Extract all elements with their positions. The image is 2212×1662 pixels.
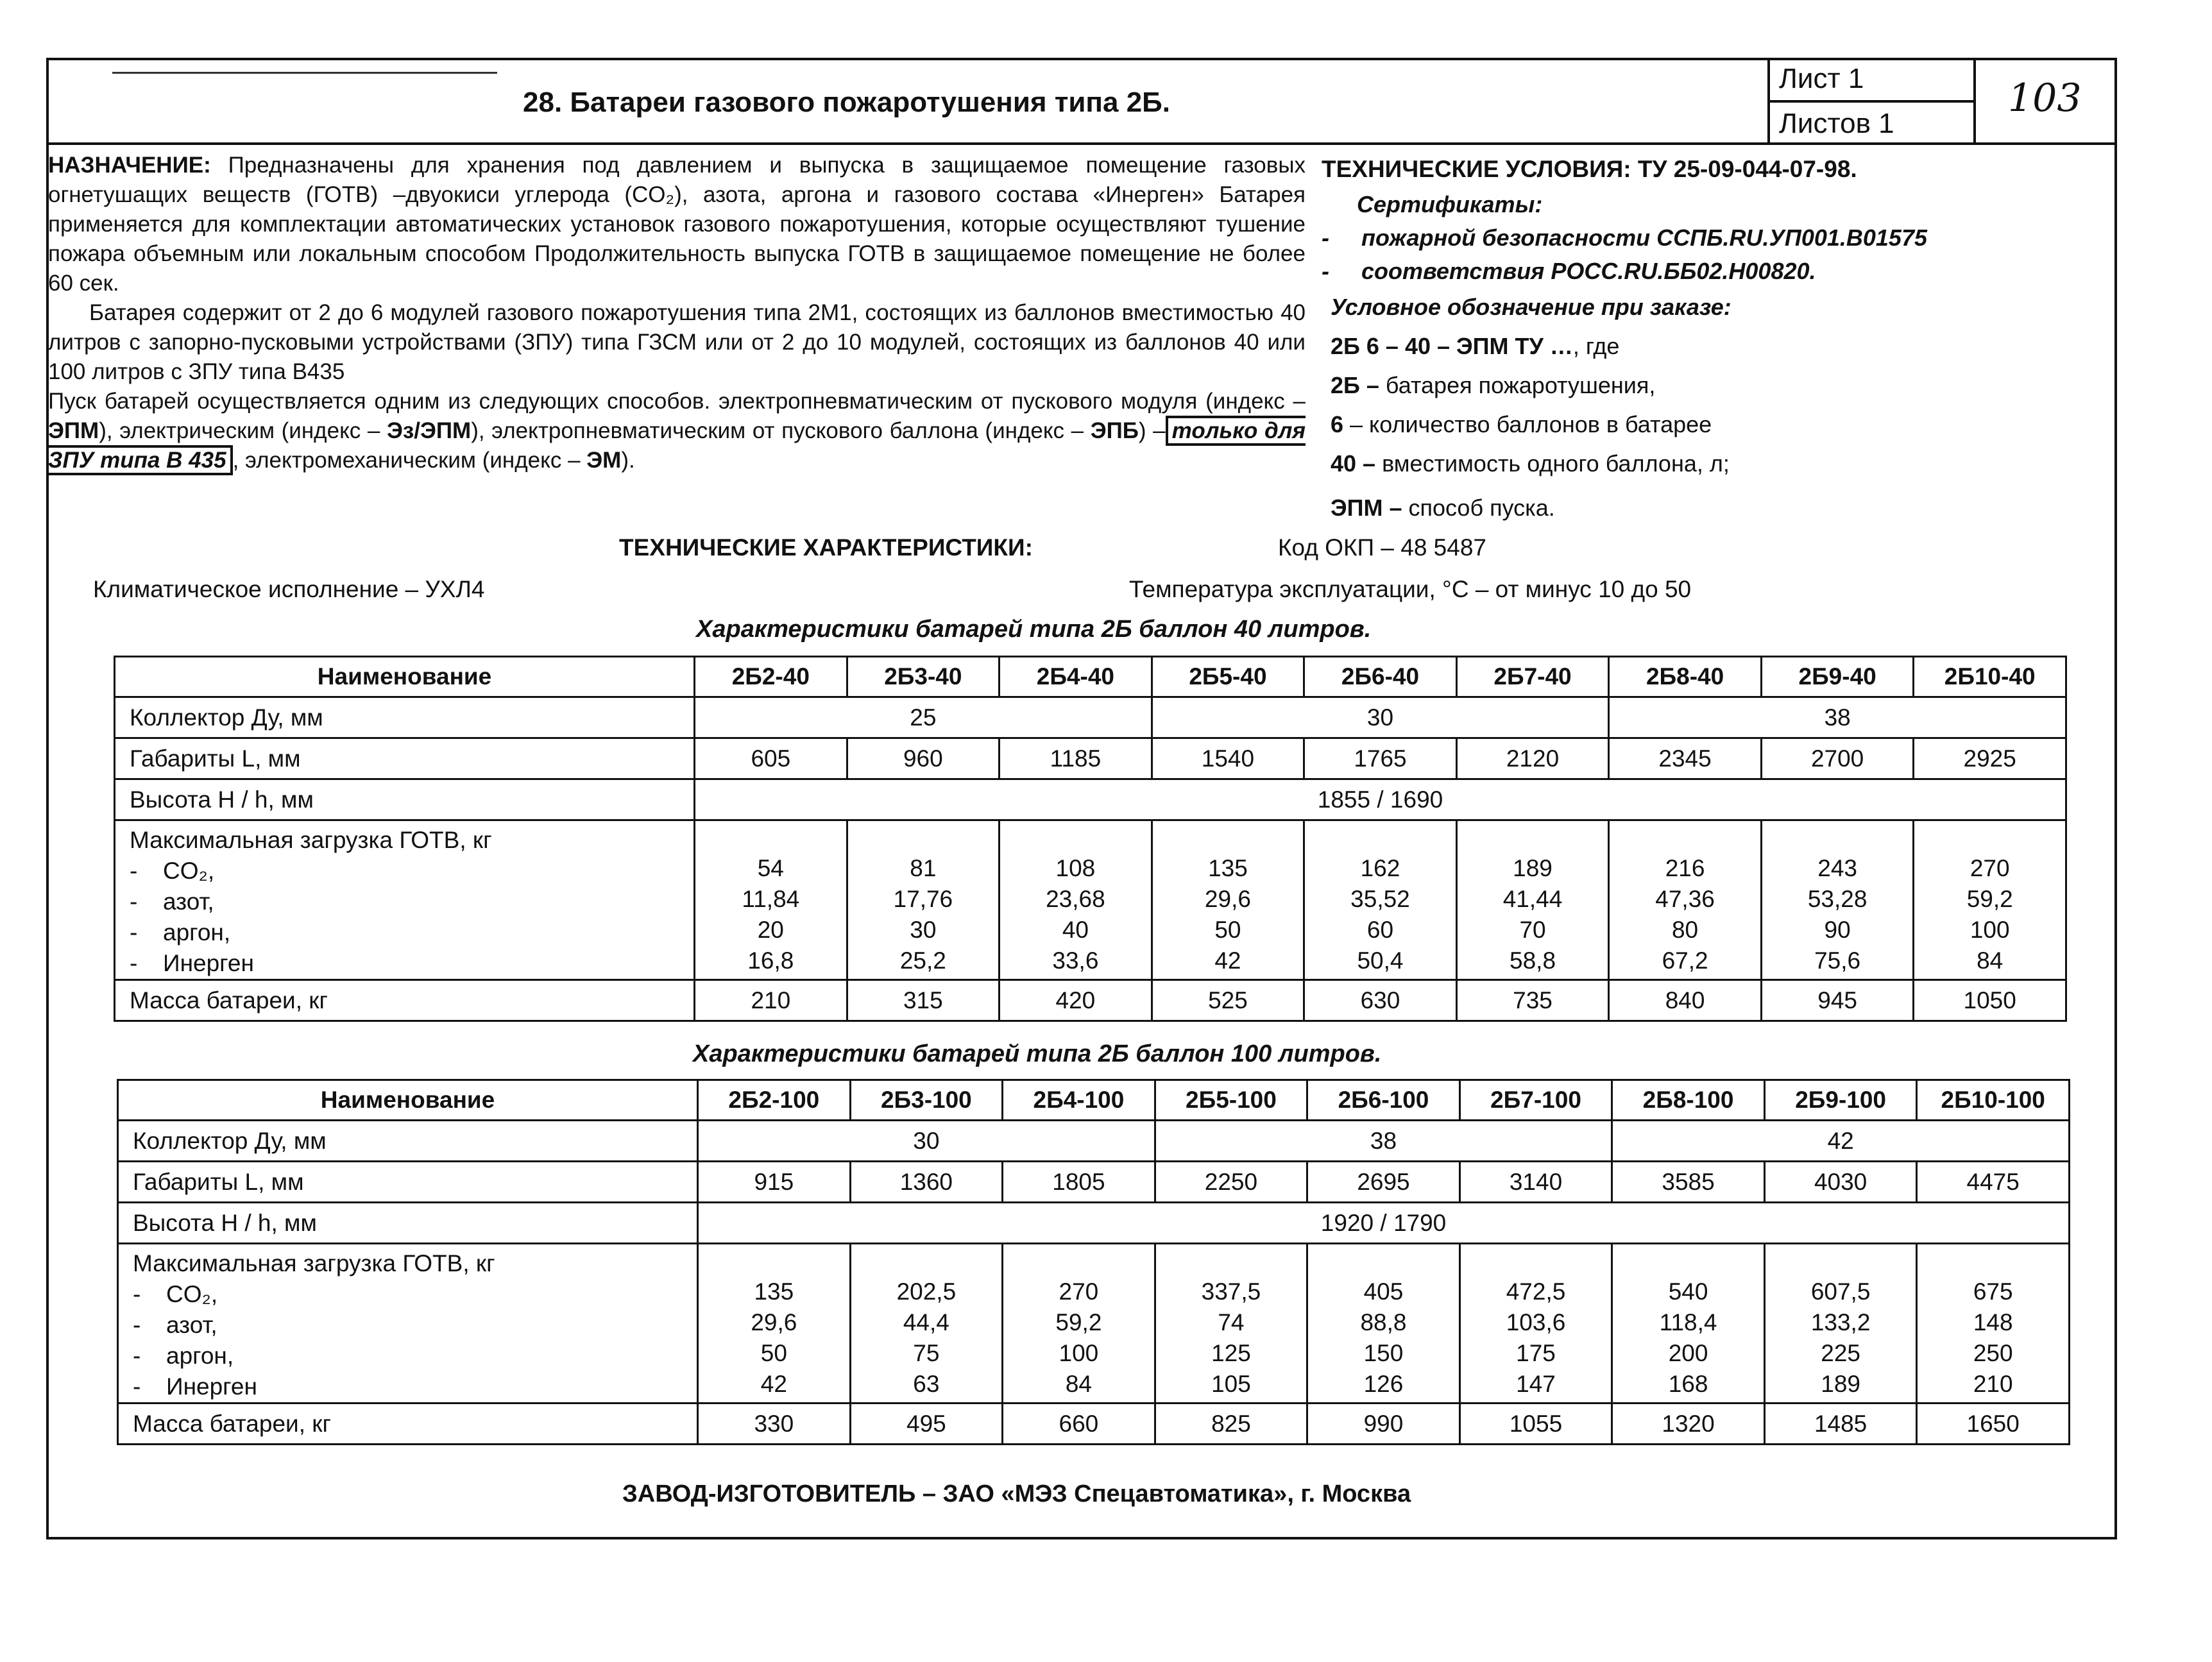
- load-item: - аргон,: [133, 1343, 234, 1369]
- collector-value: 30: [698, 1121, 1155, 1162]
- height-label: Высота Н / h, мм: [115, 779, 695, 820]
- load-values: [1761, 820, 1914, 980]
- load-value: 135: [1208, 855, 1248, 881]
- mass-value: 330: [698, 1403, 851, 1445]
- load-value: 25,2: [899, 947, 946, 974]
- load-value: 133,2: [1810, 1309, 1871, 1336]
- load-value: 80: [1671, 917, 1699, 943]
- tech-conditions-section: [1322, 151, 2123, 527]
- mass-value: 1485: [1764, 1403, 1917, 1445]
- certificates-label: Сертификаты:: [1357, 191, 1543, 217]
- load-value: 250: [1973, 1340, 2013, 1366]
- load-values: [847, 820, 1000, 980]
- load-value: 135: [754, 1278, 794, 1305]
- load-value: 81: [910, 855, 937, 881]
- load-value: 59,2: [1055, 1309, 1102, 1336]
- load-value: 108: [1055, 855, 1096, 881]
- load-values: [1000, 820, 1152, 980]
- table100-caption: Характеристики батарей типа 2Б баллон 100 литров.: [693, 1040, 1382, 1067]
- model-header: 2Б3-100: [850, 1080, 1003, 1121]
- index-em: ЭМ: [586, 448, 622, 473]
- gabarit-value: 960: [847, 738, 1000, 779]
- load-cell: [118, 1244, 698, 1403]
- load-value: 540: [1668, 1278, 1708, 1305]
- load-item-text: CO₂,: [163, 858, 215, 884]
- order-code-tail: , где: [1572, 333, 1620, 359]
- load-value: 11,84: [742, 886, 800, 912]
- load-value: 16,8: [747, 947, 794, 974]
- purpose-text-3d: ) –: [1138, 418, 1166, 443]
- sheet-label: Лист 1: [1779, 63, 1864, 94]
- mass-value: 945: [1761, 980, 1914, 1021]
- legend-3-key: 40 –: [1331, 450, 1376, 477]
- load-value: 59,2: [1966, 886, 2013, 912]
- load-values: [1459, 1244, 1612, 1403]
- load-value: 270: [1059, 1278, 1099, 1305]
- load-item-text: аргон,: [166, 1343, 234, 1369]
- load-value: 405: [1363, 1278, 1404, 1305]
- load-values: [1612, 1244, 1765, 1403]
- gabarit-value: 605: [695, 738, 847, 779]
- load-values: [850, 1244, 1003, 1403]
- legend-4-key: ЭПМ –: [1331, 495, 1402, 521]
- gabarit-value: 1805: [1003, 1162, 1155, 1203]
- load-values: [1003, 1244, 1155, 1403]
- order-code-line: [1322, 326, 2123, 366]
- load-value: 42: [1214, 947, 1241, 974]
- index-epm: ЭПМ: [48, 418, 99, 443]
- model-header: 2Б4-40: [1000, 657, 1152, 697]
- load-values: [1456, 820, 1609, 980]
- load-item: - Инерген: [130, 950, 254, 976]
- load-value: 84: [1065, 1371, 1092, 1397]
- model-header: 2Б10-100: [1917, 1080, 2070, 1121]
- index-epb: ЭПБ: [1090, 418, 1139, 443]
- collector-value: 38: [1609, 697, 2066, 738]
- manufacturer-footer: ЗАВОД-ИЗГОТОВИТЕЛЬ – ЗАО «МЭЗ Спецавтоматика», г. Москва: [622, 1480, 1411, 1507]
- load-values: [695, 820, 847, 980]
- model-header: 2Б6-40: [1304, 657, 1457, 697]
- load-value: 53,28: [1807, 886, 1867, 912]
- mass-value: 420: [1000, 980, 1152, 1021]
- mass-value: 210: [695, 980, 847, 1021]
- load-cell: [115, 820, 695, 980]
- load-value: 44,4: [903, 1309, 949, 1336]
- load-value: 168: [1668, 1371, 1708, 1397]
- model-header: 2Б6-100: [1307, 1080, 1460, 1121]
- mass-value: 1050: [1914, 980, 2066, 1021]
- gabarit-value: 915: [698, 1162, 851, 1203]
- purpose-section: [48, 151, 1306, 475]
- load-value: 33,6: [1052, 947, 1099, 974]
- model-header: 2Б3-40: [847, 657, 1000, 697]
- load-value: 47,36: [1655, 886, 1715, 912]
- legend-2: [1322, 405, 2123, 444]
- load-value: 60: [1366, 917, 1394, 943]
- load-value: 20: [757, 917, 784, 943]
- sheet-divider: [1767, 100, 1976, 103]
- purpose-lead: НАЗНАЧЕНИЕ:: [48, 153, 211, 178]
- load-value: 29,6: [751, 1309, 797, 1336]
- load-value: 100: [1970, 917, 2010, 943]
- gabarit-value: 2925: [1914, 738, 2066, 779]
- load-value: 100: [1059, 1340, 1099, 1366]
- legend-3: [1322, 444, 2123, 483]
- load-value: 40: [1062, 917, 1089, 943]
- boxed-note: только для ЗПУ типа В 435: [48, 416, 1306, 475]
- purpose-text-3f: ).: [621, 448, 635, 473]
- collector-value: 25: [695, 697, 1152, 738]
- model-header: 2Б7-40: [1456, 657, 1609, 697]
- load-values: [1307, 1244, 1460, 1403]
- height-value: 1855 / 1690: [695, 779, 2066, 820]
- purpose-text-3e: , электромеханическим (индекс –: [232, 448, 587, 473]
- legend-1-value: батарея пожаротушения,: [1379, 372, 1656, 398]
- legend-2-value: – количество баллонов в батарее: [1343, 411, 1712, 437]
- load-value: 54: [757, 855, 784, 881]
- load-value: 35,52: [1350, 886, 1410, 912]
- load-value: 118,4: [1659, 1309, 1717, 1336]
- collector-label: Коллектор Ду, мм: [118, 1121, 698, 1162]
- load-value: 202,5: [896, 1278, 957, 1305]
- load-label: Максимальная загрузка ГОТВ, кг: [130, 827, 492, 853]
- load-value: 175: [1516, 1340, 1556, 1366]
- mass-label: Масса батареи, кг: [118, 1403, 698, 1445]
- load-value: 607,5: [1810, 1278, 1871, 1305]
- load-item-text: аргон,: [163, 919, 231, 945]
- mass-value: 315: [847, 980, 1000, 1021]
- certificate-2-text: соответствия РОСС.RU.ББ02.Н00820.: [1361, 258, 1816, 284]
- load-item: - азот,: [130, 888, 214, 915]
- mass-value: 1055: [1459, 1403, 1612, 1445]
- load-values: [1155, 1244, 1307, 1403]
- load-value: 70: [1519, 917, 1546, 943]
- gabarit-value: 1185: [1000, 738, 1152, 779]
- certificate-1-text: пожарной безопасности ССПБ.RU.УП001.В01575: [1361, 225, 1927, 251]
- table40: [114, 656, 2067, 1022]
- model-header: 2Б10-40: [1914, 657, 2066, 697]
- purpose-paragraph-1: [48, 151, 1306, 298]
- load-values: [1304, 820, 1457, 980]
- mass-value: 525: [1152, 980, 1304, 1021]
- purpose-text-3c: ), электропневматическим от пускового баллона (индекс –: [471, 418, 1091, 443]
- height-label: Высота Н / h, мм: [118, 1203, 698, 1244]
- tech-conditions-label: ТЕХНИЧЕСКИЕ УСЛОВИЯ: ТУ 25-09-044-07-98.: [1322, 156, 1857, 182]
- collector-value: 42: [1612, 1121, 2070, 1162]
- model-header: 2Б4-100: [1003, 1080, 1155, 1121]
- gabarit-value: 1540: [1152, 738, 1304, 779]
- purpose-text-3b: ), электрическим (индекс –: [99, 418, 387, 443]
- model-header: 2Б2-100: [698, 1080, 851, 1121]
- collector-value: 38: [1155, 1121, 1612, 1162]
- load-value: 200: [1668, 1340, 1708, 1366]
- gabarit-value: 2695: [1307, 1162, 1460, 1203]
- load-value: 17,76: [893, 886, 953, 912]
- load-value: 125: [1211, 1340, 1251, 1366]
- gabarit-label: Габариты L, мм: [115, 738, 695, 779]
- model-header: 2Б8-100: [1612, 1080, 1765, 1121]
- load-value: 23,68: [1046, 886, 1105, 912]
- gabarit-value: 3140: [1459, 1162, 1612, 1203]
- load-value: 41,44: [1502, 886, 1563, 912]
- load-value: 337,5: [1201, 1278, 1261, 1305]
- model-header: 2Б5-40: [1152, 657, 1304, 697]
- load-value: 29,6: [1204, 886, 1251, 912]
- load-item-text: Инерген: [166, 1373, 257, 1400]
- load-value: 88,8: [1360, 1309, 1407, 1336]
- name-header: Наименование: [118, 1080, 698, 1121]
- model-header: 2Б2-40: [695, 657, 847, 697]
- load-value: 58,8: [1510, 947, 1556, 974]
- load-values: [1914, 820, 2066, 980]
- load-value: 189: [1513, 855, 1553, 881]
- load-value: 147: [1516, 1371, 1556, 1397]
- load-value: 74: [1218, 1309, 1245, 1336]
- table40-caption: Характеристики батарей типа 2Б баллон 40 литров.: [696, 616, 1372, 643]
- load-values: [698, 1244, 851, 1403]
- load-value: 216: [1665, 855, 1705, 881]
- load-value: 189: [1821, 1371, 1860, 1397]
- specs-heading: ТЕХНИЧЕСКИЕ ХАРАКТЕРИСТИКИ:: [619, 534, 1033, 561]
- purpose-text-1: Предназначены для хранения под давлением и выпуска в защищаемое помещение газовых огнетушащих веществ (ГОТВ) –двуокиси углерода (CO₂), азота, аргона и газового состава «Инерген» Батарея применяется для комплектации автоматических установок газового пожаротушения, которые осуществляют тушение пожара объемным или локальным способом Продолжительность выпуска ГОТВ в защищаемое помещение не более 60 сек.: [48, 153, 1306, 296]
- load-value: 105: [1211, 1371, 1251, 1397]
- model-header: 2Б8-40: [1609, 657, 1762, 697]
- load-value: 50: [760, 1340, 787, 1366]
- legend-1-key: 2Б –: [1331, 372, 1379, 398]
- mass-value: 1650: [1917, 1403, 2070, 1445]
- load-values: [1764, 1244, 1917, 1403]
- collector-label: Коллектор Ду, мм: [115, 697, 695, 738]
- name-header: Наименование: [115, 657, 695, 697]
- load-value: 90: [1824, 917, 1851, 943]
- gabarit-value: 2345: [1609, 738, 1762, 779]
- mass-value: 825: [1155, 1403, 1307, 1445]
- load-value: 50: [1214, 917, 1241, 943]
- load-label: Максимальная загрузка ГОТВ, кг: [133, 1250, 495, 1276]
- index-ez: Эз/ЭПМ: [386, 418, 472, 443]
- mass-value: 660: [1003, 1403, 1155, 1445]
- load-item: - азот,: [133, 1312, 217, 1338]
- load-value: 225: [1821, 1340, 1860, 1366]
- load-value: 84: [1977, 947, 2004, 974]
- gabarit-value: 4475: [1917, 1162, 2070, 1203]
- gabarit-value: 1765: [1304, 738, 1457, 779]
- operating-temperature: Температура эксплуатации, °С – от минус 10 до 50: [1129, 576, 1692, 602]
- mass-label: Масса батареи, кг: [115, 980, 695, 1021]
- legend-4: [1322, 483, 2123, 527]
- load-values: [1609, 820, 1762, 980]
- mass-value: 840: [1609, 980, 1762, 1021]
- collector-value: 30: [1152, 697, 1609, 738]
- order-code: 2Б 6 – 40 – ЭПМ ТУ …: [1331, 333, 1573, 359]
- load-item: - Инерген: [133, 1373, 257, 1400]
- mass-value: 1320: [1612, 1403, 1765, 1445]
- load-value: 148: [1973, 1309, 2013, 1336]
- climate-version: Климатическое исполнение – УХЛ4: [93, 576, 485, 602]
- load-value: 63: [913, 1371, 940, 1397]
- height-value: 1920 / 1790: [698, 1203, 2070, 1244]
- mass-value: 630: [1304, 980, 1457, 1021]
- load-values: [1152, 820, 1304, 980]
- order-label: Условное обозначение при заказе:: [1331, 294, 1731, 320]
- load-value: 75: [913, 1340, 940, 1366]
- gabarit-value: 1360: [850, 1162, 1003, 1203]
- table100: [117, 1079, 2070, 1445]
- legend-4-value: способ пуска.: [1402, 495, 1555, 521]
- load-item-text: азот,: [163, 888, 214, 915]
- mass-value: 990: [1307, 1403, 1460, 1445]
- mass-value: 735: [1456, 980, 1609, 1021]
- gabarit-value: 2700: [1761, 738, 1914, 779]
- gabarit-value: 3585: [1612, 1162, 1765, 1203]
- load-value: 30: [910, 917, 937, 943]
- load-item-text: Инерген: [163, 950, 254, 976]
- load-value: 210: [1973, 1371, 2013, 1397]
- purpose-paragraph-3: [48, 387, 1306, 475]
- legend-1: [1322, 366, 2123, 405]
- okp-code: Код ОКП – 48 5487: [1278, 534, 1486, 561]
- load-value: 75,6: [1814, 947, 1861, 974]
- load-values: [1917, 1244, 2070, 1403]
- model-header: 2Б9-40: [1761, 657, 1914, 697]
- model-header: 2Б7-100: [1459, 1080, 1612, 1121]
- gabarit-value: 2120: [1456, 738, 1609, 779]
- model-header: 2Б9-100: [1764, 1080, 1917, 1121]
- load-item: - CO₂,: [133, 1281, 218, 1307]
- gabarit-value: 2250: [1155, 1162, 1307, 1203]
- document-title: 28. Батареи газового пожаротушения типа 2Б.: [523, 87, 1171, 118]
- legend-3-value: вместимость одного баллона, л;: [1375, 450, 1730, 477]
- legend-2-key: 6: [1331, 411, 1344, 437]
- scan-stroke: [112, 72, 497, 74]
- load-value: 42: [760, 1371, 787, 1397]
- load-value: 270: [1970, 855, 2010, 881]
- sheets-label: Листов 1: [1779, 108, 1894, 139]
- load-value: 103,6: [1506, 1309, 1566, 1336]
- load-value: 243: [1817, 855, 1857, 881]
- load-value: 675: [1973, 1278, 2013, 1305]
- load-value: 162: [1360, 855, 1400, 881]
- page-number: 103: [2008, 76, 2082, 121]
- certificate-1: - пожарной безопасности ССПБ.RU.УП001.В01575: [1322, 225, 1927, 251]
- load-value: 126: [1363, 1371, 1404, 1397]
- certificate-2: - соответствия РОСС.RU.ББ02.Н00820.: [1322, 258, 1816, 284]
- mass-value: 495: [850, 1403, 1003, 1445]
- model-header: 2Б5-100: [1155, 1080, 1307, 1121]
- gabarit-label: Габариты L, мм: [118, 1162, 698, 1203]
- load-value: 50,4: [1357, 947, 1404, 974]
- load-value: 472,5: [1506, 1278, 1566, 1305]
- gabarit-value: 4030: [1764, 1162, 1917, 1203]
- load-item: - CO₂,: [130, 858, 215, 884]
- load-item-text: азот,: [166, 1312, 217, 1338]
- load-value: 150: [1363, 1340, 1404, 1366]
- load-item-text: CO₂,: [166, 1281, 218, 1307]
- purpose-paragraph-2: Батарея содержит от 2 до 6 модулей газового пожаротушения типа 2М1, состоящих из баллонов вместимостью 40 литров с запорно-пусковыми устройствами (ЗПУ) типа ГЗСМ или от 2 до 10 модулей, состоящих из баллонов 40 или 100 литров с ЗПУ типа В435: [48, 300, 1306, 384]
- load-item: - аргон,: [130, 919, 231, 945]
- purpose-text-3a: Пуск батарей осуществляется одним из следующих способов. электропневматическим от пускового модуля (индекс –: [48, 389, 1306, 414]
- load-value: 67,2: [1662, 947, 1708, 974]
